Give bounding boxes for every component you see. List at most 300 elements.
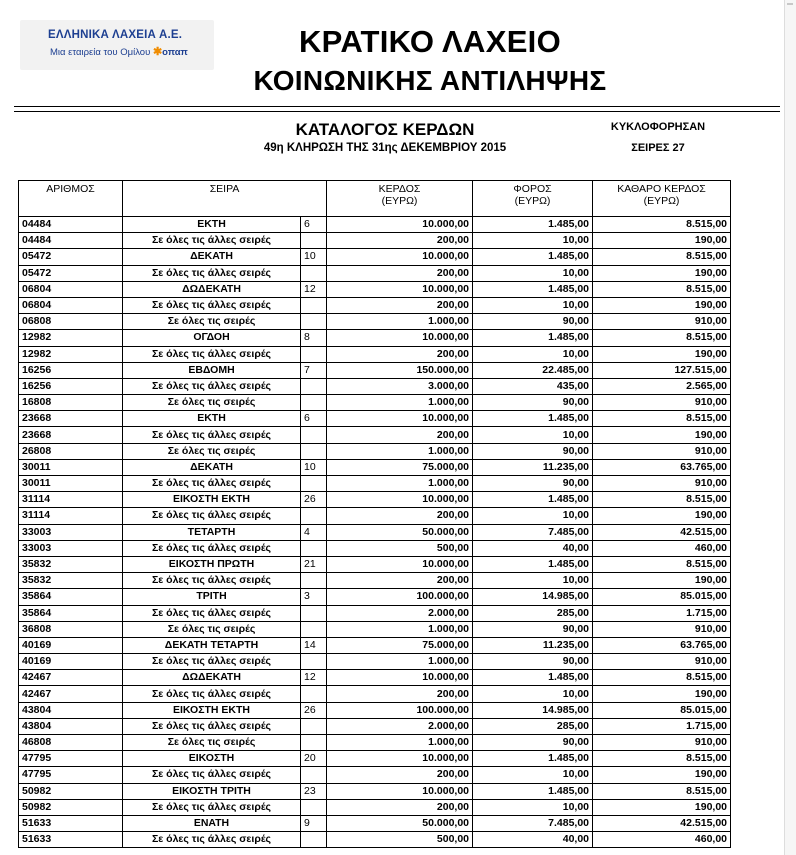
cell-series: ΕΙΚΟΣΤΗ ΕΚΤΗ xyxy=(123,492,301,508)
table-row xyxy=(19,832,731,848)
table-header-row xyxy=(19,181,731,217)
cell-tax: 7.485,00 xyxy=(473,815,593,831)
cell-prize: 200,00 xyxy=(327,427,473,443)
cell-prize: 10.000,00 xyxy=(327,670,473,686)
cell-tax: 10,00 xyxy=(473,427,593,443)
cell-number: 36808 xyxy=(19,621,123,637)
cell-series-code xyxy=(301,799,327,815)
cell-net: 460,00 xyxy=(593,540,731,556)
cell-series-code xyxy=(301,832,327,848)
cell-tax: 1.485,00 xyxy=(473,330,593,346)
cell-tax: 10,00 xyxy=(473,799,593,815)
draw-description: 49η ΚΛΗΡΩΣΗ ΤΗΣ 31ης ΔΕΚΕΜΒΡΙΟΥ 2015 xyxy=(263,142,507,154)
cell-series-code xyxy=(301,735,327,751)
cell-net: 8.515,00 xyxy=(593,281,731,297)
table-row xyxy=(19,718,731,734)
header-prize-unit: (ΕΥΡΩ) xyxy=(381,195,418,207)
cell-series: Σε όλες τις άλλες σειρές xyxy=(123,427,301,443)
logo-company-name: ΕΛΛΗΝΙΚΑ ΛΑΧΕΙΑ Α.Ε. xyxy=(48,29,183,41)
cell-net: 8.515,00 xyxy=(593,411,731,427)
cell-net: 910,00 xyxy=(593,621,731,637)
cell-tax: 7.485,00 xyxy=(473,524,593,540)
table-row xyxy=(19,686,731,702)
cell-prize: 1.000,00 xyxy=(327,735,473,751)
cell-series-code: 12 xyxy=(301,281,327,297)
cell-number: 40169 xyxy=(19,637,123,653)
cell-number: 16808 xyxy=(19,395,123,411)
cell-series-code xyxy=(301,346,327,362)
cell-tax: 11.235,00 xyxy=(473,637,593,653)
cell-series-code xyxy=(301,654,327,670)
cell-series: ΕΚΤΗ xyxy=(123,411,301,427)
cell-series-code: 3 xyxy=(301,589,327,605)
cell-series-code xyxy=(301,573,327,589)
cell-prize: 1.000,00 xyxy=(327,314,473,330)
cell-tax: 90,00 xyxy=(473,395,593,411)
table-row xyxy=(19,573,731,589)
cell-tax: 1.485,00 xyxy=(473,783,593,799)
cell-net: 1.715,00 xyxy=(593,718,731,734)
cell-series-code xyxy=(301,605,327,621)
cell-net: 190,00 xyxy=(593,767,731,783)
cell-net: 42.515,00 xyxy=(593,524,731,540)
header-tax-unit: (ΕΥΡΩ) xyxy=(514,195,551,207)
cell-series-code xyxy=(301,508,327,524)
cell-tax: 1.485,00 xyxy=(473,751,593,767)
cell-series: ΔΕΚΑΤΗ xyxy=(123,459,301,475)
cell-net: 190,00 xyxy=(593,573,731,589)
vertical-scrollbar[interactable] xyxy=(784,0,796,855)
cell-number: 35864 xyxy=(19,589,123,605)
table-row xyxy=(19,476,731,492)
cell-net: 8.515,00 xyxy=(593,492,731,508)
cell-prize: 200,00 xyxy=(327,686,473,702)
cell-prize: 200,00 xyxy=(327,346,473,362)
cell-net: 8.515,00 xyxy=(593,751,731,767)
cell-series-code: 9 xyxy=(301,815,327,831)
cell-series-code: 6 xyxy=(301,217,327,233)
table-row xyxy=(19,783,731,799)
header-net xyxy=(593,181,731,217)
cell-net: 8.515,00 xyxy=(593,783,731,799)
cell-series-code: 4 xyxy=(301,524,327,540)
cell-series-code: 23 xyxy=(301,783,327,799)
table-row xyxy=(19,815,731,831)
cell-prize: 10.000,00 xyxy=(327,217,473,233)
header-net-unit: (ΕΥΡΩ) xyxy=(643,195,680,207)
header-tax xyxy=(473,181,593,217)
cell-number: 47795 xyxy=(19,767,123,783)
table-row xyxy=(19,621,731,637)
cell-net: 63.765,00 xyxy=(593,459,731,475)
cell-series: ΕΙΚΟΣΤΗ xyxy=(123,751,301,767)
cell-tax: 10,00 xyxy=(473,573,593,589)
cell-tax: 90,00 xyxy=(473,476,593,492)
cell-series-code xyxy=(301,476,327,492)
cell-net: 8.515,00 xyxy=(593,330,731,346)
cell-number: 43804 xyxy=(19,718,123,734)
cell-number: 06808 xyxy=(19,314,123,330)
cell-number: 06804 xyxy=(19,297,123,313)
cell-series: Σε όλες τις άλλες σειρές xyxy=(123,508,301,524)
cell-prize: 10.000,00 xyxy=(327,492,473,508)
cell-series-code xyxy=(301,395,327,411)
header-prize-label: ΚΕΡΔΟΣ xyxy=(378,183,421,195)
cell-series: Σε όλες τις άλλες σειρές xyxy=(123,476,301,492)
cell-net: 85.015,00 xyxy=(593,702,731,718)
cell-tax: 40,00 xyxy=(473,540,593,556)
cell-number: 12982 xyxy=(19,346,123,362)
cell-tax: 10,00 xyxy=(473,767,593,783)
cell-number: 04484 xyxy=(19,217,123,233)
cell-series: ΕΒΔΟΜΗ xyxy=(123,362,301,378)
cell-series: ΔΩΔΕΚΑΤΗ xyxy=(123,281,301,297)
cell-series: ΕΙΚΟΣΤΗ ΤΡΙΤΗ xyxy=(123,783,301,799)
cell-tax: 1.485,00 xyxy=(473,492,593,508)
cell-net: 42.515,00 xyxy=(593,815,731,831)
header-prize xyxy=(327,181,473,217)
cell-prize: 3.000,00 xyxy=(327,378,473,394)
cell-tax: 1.485,00 xyxy=(473,411,593,427)
cell-net: 1.715,00 xyxy=(593,605,731,621)
cell-tax: 90,00 xyxy=(473,735,593,751)
cell-tax: 10,00 xyxy=(473,686,593,702)
table-row xyxy=(19,427,731,443)
cell-number: 35864 xyxy=(19,605,123,621)
cell-prize: 50.000,00 xyxy=(327,524,473,540)
cell-series-code xyxy=(301,718,327,734)
header-number: ΑΡΙΘΜΟΣ xyxy=(19,181,123,217)
cell-net: 910,00 xyxy=(593,735,731,751)
cell-series: ΕΙΚΟΣΤΗ ΕΚΤΗ xyxy=(123,702,301,718)
cell-prize: 10.000,00 xyxy=(327,330,473,346)
cell-number: 16256 xyxy=(19,362,123,378)
table-row xyxy=(19,233,731,249)
cell-series: Σε όλες τις άλλες σειρές xyxy=(123,378,301,394)
cell-tax: 10,00 xyxy=(473,346,593,362)
cell-net: 190,00 xyxy=(593,799,731,815)
logo-tagline xyxy=(50,45,188,58)
cell-tax: 10,00 xyxy=(473,233,593,249)
cell-prize: 500,00 xyxy=(327,832,473,848)
cell-net: 190,00 xyxy=(593,297,731,313)
logo-brand: οπαπ xyxy=(162,47,188,58)
opap-star-icon: ✱ xyxy=(152,46,163,58)
cell-number: 30011 xyxy=(19,476,123,492)
cell-net: 8.515,00 xyxy=(593,249,731,265)
cell-tax: 90,00 xyxy=(473,314,593,330)
cell-tax: 90,00 xyxy=(473,654,593,670)
cell-prize: 100.000,00 xyxy=(327,702,473,718)
cell-series: Σε όλες τις άλλες σειρές xyxy=(123,832,301,848)
cell-series: ΔΕΚΑΤΗ xyxy=(123,249,301,265)
table-row xyxy=(19,217,731,233)
table-row xyxy=(19,297,731,313)
cell-number: 06804 xyxy=(19,281,123,297)
table-row xyxy=(19,637,731,653)
cell-series: Σε όλες τις άλλες σειρές xyxy=(123,654,301,670)
cell-series-code: 26 xyxy=(301,702,327,718)
cell-number: 50982 xyxy=(19,783,123,799)
cell-tax: 10,00 xyxy=(473,265,593,281)
cell-net: 910,00 xyxy=(593,654,731,670)
cell-prize: 75.000,00 xyxy=(327,637,473,653)
cell-series: Σε όλες τις άλλες σειρές xyxy=(123,265,301,281)
cell-prize: 10.000,00 xyxy=(327,783,473,799)
cell-prize: 200,00 xyxy=(327,508,473,524)
cell-tax: 1.485,00 xyxy=(473,281,593,297)
cell-series-code: 14 xyxy=(301,637,327,653)
cell-series: ΔΕΚΑΤΗ ΤΕΤΑΡΤΗ xyxy=(123,637,301,653)
company-logo xyxy=(20,20,214,70)
cell-series: ΤΡΙΤΗ xyxy=(123,589,301,605)
table-row xyxy=(19,751,731,767)
cell-series: Σε όλες τις σειρές xyxy=(123,314,301,330)
cell-number: 04484 xyxy=(19,233,123,249)
cell-series: ΕΚΤΗ xyxy=(123,217,301,233)
table-row xyxy=(19,605,731,621)
cell-prize: 2.000,00 xyxy=(327,718,473,734)
cell-prize: 2.000,00 xyxy=(327,605,473,621)
cell-number: 35832 xyxy=(19,556,123,572)
cell-number: 26808 xyxy=(19,443,123,459)
cell-series-code: 21 xyxy=(301,556,327,572)
cell-net: 190,00 xyxy=(593,346,731,362)
cell-series-code: 26 xyxy=(301,492,327,508)
table-row xyxy=(19,378,731,394)
cell-tax: 90,00 xyxy=(473,443,593,459)
cell-series-code: 20 xyxy=(301,751,327,767)
cell-prize: 1.000,00 xyxy=(327,476,473,492)
table-row xyxy=(19,589,731,605)
cell-net: 460,00 xyxy=(593,832,731,848)
cell-series-code xyxy=(301,297,327,313)
table-row xyxy=(19,459,731,475)
cell-prize: 1.000,00 xyxy=(327,443,473,459)
cell-series-code: 10 xyxy=(301,459,327,475)
cell-tax: 14.985,00 xyxy=(473,702,593,718)
catalog-title: ΚΑΤΑΛΟΓΟΣ ΚΕΡΔΩΝ xyxy=(295,120,475,139)
cell-prize: 200,00 xyxy=(327,767,473,783)
cell-number: 33003 xyxy=(19,524,123,540)
cell-tax: 1.485,00 xyxy=(473,670,593,686)
cell-number: 51633 xyxy=(19,815,123,831)
cell-number: 42467 xyxy=(19,670,123,686)
cell-series: ΔΩΔΕΚΑΤΗ xyxy=(123,670,301,686)
cell-net: 190,00 xyxy=(593,427,731,443)
header-divider-top xyxy=(14,106,780,107)
cell-series: Σε όλες τις σειρές xyxy=(123,395,301,411)
cell-series-code xyxy=(301,540,327,556)
cell-net: 910,00 xyxy=(593,395,731,411)
cell-series-code: 6 xyxy=(301,411,327,427)
cell-tax: 285,00 xyxy=(473,605,593,621)
cell-series-code: 12 xyxy=(301,670,327,686)
cell-net: 910,00 xyxy=(593,314,731,330)
cell-tax: 14.985,00 xyxy=(473,589,593,605)
header-divider-bottom xyxy=(14,111,780,112)
cell-number: 40169 xyxy=(19,654,123,670)
cell-prize: 10.000,00 xyxy=(327,281,473,297)
cell-net: 190,00 xyxy=(593,508,731,524)
cell-prize: 10.000,00 xyxy=(327,751,473,767)
cell-number: 46808 xyxy=(19,735,123,751)
cell-number: 33003 xyxy=(19,540,123,556)
cell-tax: 285,00 xyxy=(473,718,593,734)
cell-number: 31114 xyxy=(19,508,123,524)
cell-tax: 1.485,00 xyxy=(473,217,593,233)
page-title: ΚΡΑΤΙΚΟ ΛΑΧΕΙΟ xyxy=(298,24,561,59)
cell-number: 47795 xyxy=(19,751,123,767)
table-row xyxy=(19,670,731,686)
cell-net: 85.015,00 xyxy=(593,589,731,605)
cell-series-code xyxy=(301,767,327,783)
table-row xyxy=(19,524,731,540)
cell-series: Σε όλες τις άλλες σειρές xyxy=(123,605,301,621)
cell-number: 50982 xyxy=(19,799,123,815)
cell-net: 127.515,00 xyxy=(593,362,731,378)
cell-series: Σε όλες τις άλλες σειρές xyxy=(123,346,301,362)
cell-prize: 1.000,00 xyxy=(327,621,473,637)
cell-series-code xyxy=(301,233,327,249)
table-row xyxy=(19,281,731,297)
cell-series: ΕΝΑΤΗ xyxy=(123,815,301,831)
table-row xyxy=(19,411,731,427)
logo-tagline-text: Μια εταιρεία του Ομίλου xyxy=(50,47,151,58)
cell-tax: 40,00 xyxy=(473,832,593,848)
cell-tax: 22.485,00 xyxy=(473,362,593,378)
cell-series: Σε όλες τις άλλες σειρές xyxy=(123,573,301,589)
cell-series: Σε όλες τις σειρές xyxy=(123,443,301,459)
cell-series-code xyxy=(301,686,327,702)
table-row xyxy=(19,265,731,281)
cell-number: 05472 xyxy=(19,265,123,281)
cell-tax: 90,00 xyxy=(473,621,593,637)
cell-series: Σε όλες τις άλλες σειρές xyxy=(123,686,301,702)
results-table xyxy=(18,180,731,848)
header-tax-label: ΦΟΡΟΣ xyxy=(513,183,552,195)
cell-prize: 10.000,00 xyxy=(327,249,473,265)
cell-prize: 1.000,00 xyxy=(327,654,473,670)
cell-tax: 10,00 xyxy=(473,297,593,313)
cell-series-code xyxy=(301,314,327,330)
cell-prize: 100.000,00 xyxy=(327,589,473,605)
header-net-label: ΚΑΘΑΡΟ ΚΕΡΔΟΣ xyxy=(617,183,706,195)
cell-number: 35832 xyxy=(19,573,123,589)
cell-number: 05472 xyxy=(19,249,123,265)
cell-series-code xyxy=(301,443,327,459)
cell-series: Σε όλες τις άλλες σειρές xyxy=(123,297,301,313)
cell-prize: 10.000,00 xyxy=(327,556,473,572)
cell-series: Σε όλες τις άλλες σειρές xyxy=(123,233,301,249)
cell-number: 16256 xyxy=(19,378,123,394)
cell-tax: 11.235,00 xyxy=(473,459,593,475)
cell-series-code xyxy=(301,621,327,637)
cell-series-code xyxy=(301,378,327,394)
cell-series: ΤΕΤΑΡΤΗ xyxy=(123,524,301,540)
cell-prize: 200,00 xyxy=(327,799,473,815)
cell-number: 23668 xyxy=(19,427,123,443)
scrollbar-thumb[interactable] xyxy=(787,3,793,5)
table-row xyxy=(19,556,731,572)
cell-number: 12982 xyxy=(19,330,123,346)
cell-series: Σε όλες τις άλλες σειρές xyxy=(123,767,301,783)
cell-number: 42467 xyxy=(19,686,123,702)
cell-prize: 1.000,00 xyxy=(327,395,473,411)
results-table-body xyxy=(19,217,731,848)
cell-number: 30011 xyxy=(19,459,123,475)
circulation-series: ΣΕΙΡΕΣ 27 xyxy=(631,142,685,154)
cell-net: 8.515,00 xyxy=(593,556,731,572)
cell-series: ΟΓΔΟΗ xyxy=(123,330,301,346)
cell-net: 190,00 xyxy=(593,686,731,702)
cell-number: 31114 xyxy=(19,492,123,508)
cell-prize: 200,00 xyxy=(327,265,473,281)
cell-tax: 10,00 xyxy=(473,508,593,524)
table-row xyxy=(19,492,731,508)
cell-tax: 1.485,00 xyxy=(473,556,593,572)
table-row xyxy=(19,314,731,330)
table-row xyxy=(19,735,731,751)
cell-series-code: 7 xyxy=(301,362,327,378)
cell-series-code: 10 xyxy=(301,249,327,265)
table-row xyxy=(19,799,731,815)
cell-net: 910,00 xyxy=(593,443,731,459)
cell-prize: 200,00 xyxy=(327,573,473,589)
cell-prize: 10.000,00 xyxy=(327,411,473,427)
table-row xyxy=(19,702,731,718)
cell-net: 190,00 xyxy=(593,233,731,249)
cell-series: Σε όλες τις σειρές xyxy=(123,621,301,637)
cell-prize: 75.000,00 xyxy=(327,459,473,475)
table-row xyxy=(19,540,731,556)
table-row xyxy=(19,249,731,265)
cell-tax: 1.485,00 xyxy=(473,249,593,265)
cell-series: Σε όλες τις άλλες σειρές xyxy=(123,540,301,556)
cell-series: ΕΙΚΟΣΤΗ ΠΡΩΤΗ xyxy=(123,556,301,572)
cell-net: 8.515,00 xyxy=(593,670,731,686)
table-row xyxy=(19,395,731,411)
cell-net: 2.565,00 xyxy=(593,378,731,394)
cell-series-code xyxy=(301,265,327,281)
cell-prize: 150.000,00 xyxy=(327,362,473,378)
cell-prize: 50.000,00 xyxy=(327,815,473,831)
cell-number: 43804 xyxy=(19,702,123,718)
page-subtitle: ΚΟΙΝΩΝΙΚΗΣ ΑΝΤΙΛΗΨΗΣ xyxy=(253,65,607,96)
table-row xyxy=(19,654,731,670)
cell-net: 8.515,00 xyxy=(593,217,731,233)
cell-number: 51633 xyxy=(19,832,123,848)
cell-prize: 500,00 xyxy=(327,540,473,556)
table-row xyxy=(19,362,731,378)
table-row xyxy=(19,346,731,362)
cell-series: Σε όλες τις σειρές xyxy=(123,735,301,751)
cell-series-code: 8 xyxy=(301,330,327,346)
cell-tax: 435,00 xyxy=(473,378,593,394)
table-row xyxy=(19,443,731,459)
table-row xyxy=(19,330,731,346)
header-series: ΣΕΙΡΑ xyxy=(123,181,327,217)
circulation-label: ΚΥΚΛΟΦΟΡΗΣΑΝ xyxy=(610,121,706,133)
cell-series: Σε όλες τις άλλες σειρές xyxy=(123,718,301,734)
table-row xyxy=(19,508,731,524)
cell-series: Σε όλες τις άλλες σειρές xyxy=(123,799,301,815)
cell-series-code xyxy=(301,427,327,443)
cell-net: 63.765,00 xyxy=(593,637,731,653)
cell-prize: 200,00 xyxy=(327,233,473,249)
cell-net: 190,00 xyxy=(593,265,731,281)
cell-net: 910,00 xyxy=(593,476,731,492)
